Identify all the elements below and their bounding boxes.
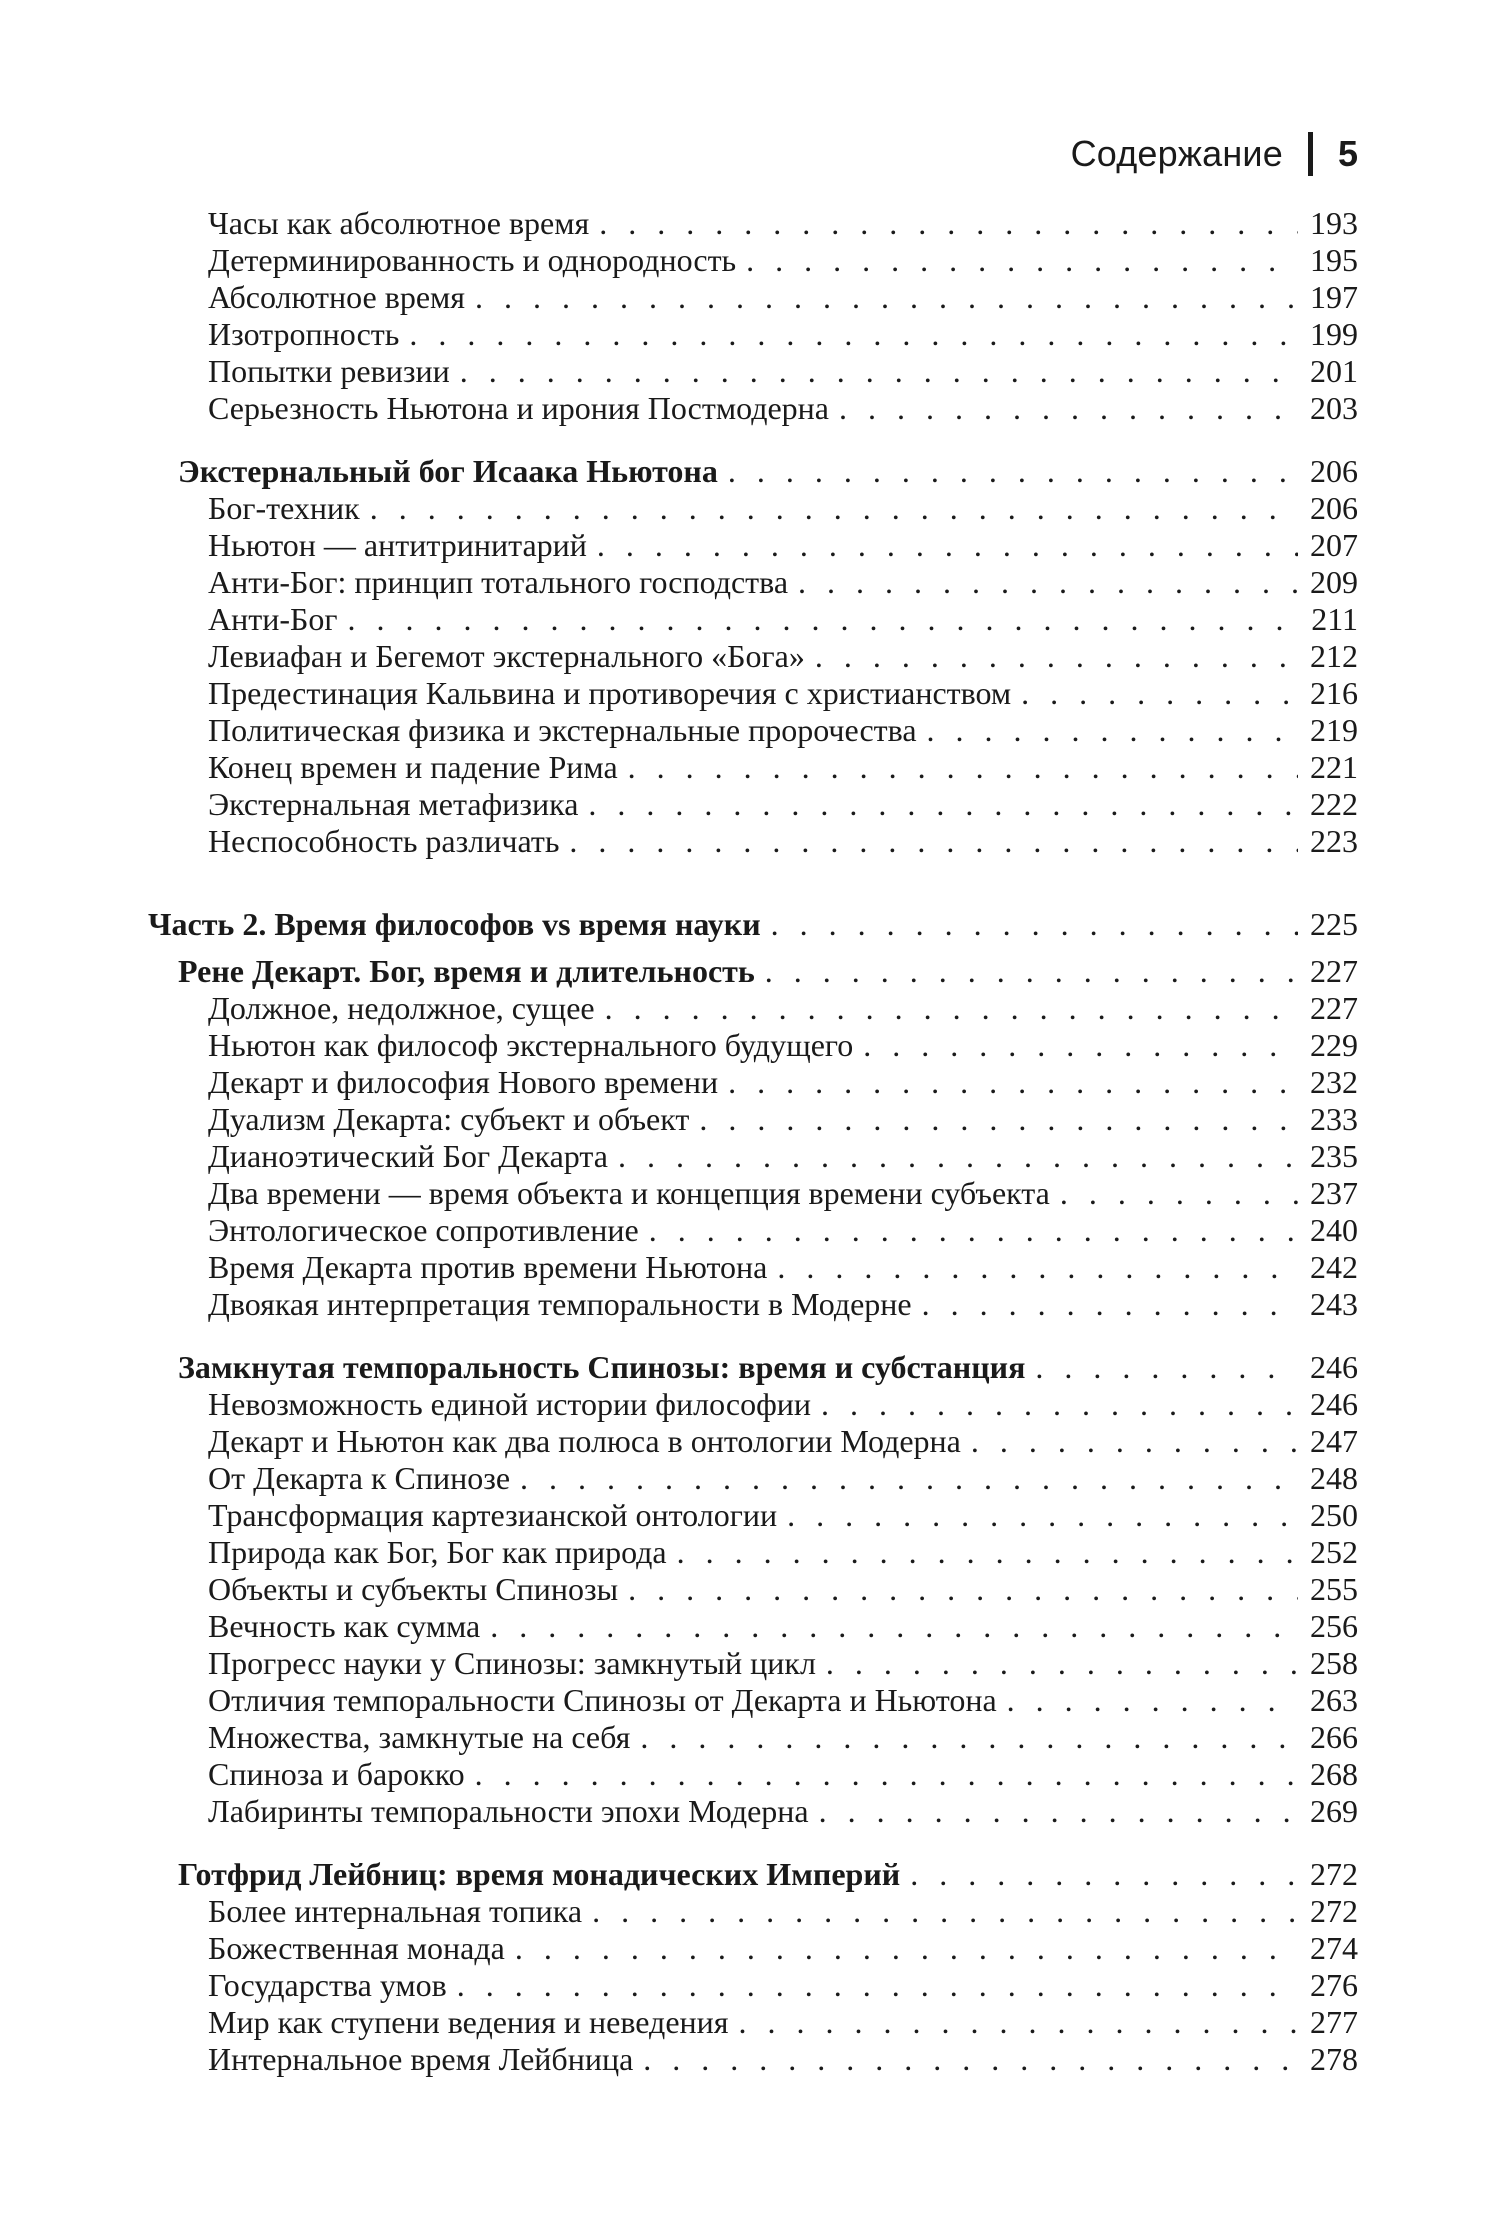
toc-entry-title: Ньютон как философ экстернального будущего [208,1027,854,1063]
toc-entry-page-number: 255 [1310,1571,1358,1607]
toc-entry [208,1064,1358,1101]
dot-leader [628,749,1298,786]
dot-leader [765,953,1298,990]
dot-leader [971,1423,1298,1460]
dot-leader [910,1856,1298,1893]
toc-entry-title: Мир как ступени ведения и неведения [208,2004,729,2040]
dot-leader [520,1460,1298,1497]
toc-entry-page-number: 209 [1310,564,1358,600]
toc-chapter-heading [178,1349,1358,1386]
dot-leader [1021,675,1298,712]
dot-leader [771,906,1298,943]
toc-entry-title: Божественная монада [208,1930,505,1966]
toc-entry [208,2004,1358,2041]
dot-leader [599,205,1298,242]
toc-entry [208,1645,1358,1682]
toc-entry-page-number: 211 [1311,601,1358,637]
toc-entry-page-number: 199 [1310,316,1358,352]
toc-entry [208,1571,1358,1608]
toc-entry-title: Замкнутая темпоральность Спинозы: время и субстанция [178,1349,1026,1385]
toc-entry [208,2041,1358,2078]
toc-entry-title: Более интернальная топика [208,1893,583,1929]
toc-entry-page-number: 248 [1310,1460,1358,1496]
toc-entry-title: Множества, замкнутые на себя [208,1719,631,1755]
toc-entry-page-number: 247 [1310,1423,1358,1459]
dot-leader [863,1027,1298,1064]
toc-entry-page-number: 250 [1310,1497,1358,1533]
toc-entry [208,316,1358,353]
toc-entry-page-number: 246 [1310,1386,1358,1422]
toc-entry-title: Предестинация Кальвина и противоречия с христианством [208,675,1012,711]
dot-leader [927,712,1298,749]
toc-entry-page-number: 274 [1310,1930,1358,1966]
toc-entry-page-number: 197 [1310,279,1358,315]
toc-entry-title: Бог-техник [208,490,360,526]
running-head-title: Содержание [1070,133,1283,174]
dot-leader [640,1719,1298,1756]
toc-entry [208,1893,1358,1930]
toc-entry-page-number: 206 [1310,453,1358,489]
toc-entry [208,1027,1358,1064]
toc-entry-page-number: 240 [1310,1212,1358,1248]
dot-leader [618,1138,1298,1175]
toc-entry-page-number: 212 [1310,638,1358,674]
dot-leader [746,242,1298,279]
dot-leader [475,279,1298,316]
toc-entry [208,390,1358,427]
toc-entry [208,675,1358,712]
dot-leader [490,1608,1298,1645]
toc-entry [208,1249,1358,1286]
toc-entry-page-number: 229 [1310,1027,1358,1063]
toc-entry-page-number: 237 [1310,1175,1358,1211]
toc-entry-title: От Декарта к Спинозе [208,1460,511,1496]
dot-leader [409,316,1298,353]
toc-entry-title: Время Декарта против времени Ньютона [208,1249,768,1285]
toc-entry-page-number: 221 [1310,749,1358,785]
toc-entry-page-number: 277 [1310,2004,1358,2040]
toc-entry [208,1423,1358,1460]
toc-entry-page-number: 232 [1310,1064,1358,1100]
dot-leader [677,1534,1298,1571]
dot-leader [826,1645,1298,1682]
toc-chapter-heading [178,953,1358,990]
toc-entry-title: Прогресс науки у Спинозы: замкнутый цикл [208,1645,816,1681]
toc-entry-title: Лабиринты темпоральности эпохи Модерна [208,1793,809,1829]
toc-entry [208,749,1358,786]
toc-entry [208,1386,1358,1423]
toc-entry-page-number: 206 [1310,490,1358,526]
toc-entry-title: Энтологическое сопротивление [208,1212,639,1248]
toc-entry [208,279,1358,316]
dot-leader [839,390,1298,427]
toc-entry-page-number: 268 [1310,1756,1358,1792]
toc-entry [208,990,1358,1027]
toc-entry-title: Попытки ревизии [208,353,450,389]
toc-entry-page-number: 223 [1310,823,1358,859]
toc-entry-page-number: 227 [1310,953,1358,989]
toc-entry-title: Декарт и Ньютон как два полюса в онтологии Модерна [208,1423,961,1459]
page-header [1071,128,1358,180]
toc-entry [208,242,1358,279]
toc-entry-title: Государства умов [208,1967,447,2003]
toc-entry-title: Объекты и субъекты Спинозы [208,1571,619,1607]
toc-entry-title: Интернальное время Лейбница [208,2041,634,2077]
header-divider [1308,132,1313,176]
toc-entry [208,1175,1358,1212]
toc-entry-page-number: 207 [1310,527,1358,563]
toc-entry-title: Готфрид Лейбниц: время монадических Империй [178,1856,901,1892]
toc-entry-page-number: 201 [1310,353,1358,389]
toc-entry-page-number: 203 [1310,390,1358,426]
dot-leader [819,1793,1298,1830]
dot-leader [728,1064,1298,1101]
toc-entry [208,712,1358,749]
toc-entry [208,490,1358,527]
toc-entry-title: Анти-Бог [208,601,338,637]
dot-leader [1060,1175,1298,1212]
dot-leader [643,2041,1298,2078]
dot-leader [739,2004,1299,2041]
dot-leader [1007,1682,1298,1719]
dot-leader [777,1249,1298,1286]
toc-entry-page-number: 235 [1310,1138,1358,1174]
dot-leader [592,1893,1298,1930]
dot-leader [569,823,1298,860]
toc-entry-title: Неспособность различать [208,823,560,859]
toc-entry-title: Анти-Бог: принцип тотального господства [208,564,789,600]
toc-entry-title: Детерминированность и однородность [208,242,737,278]
dot-leader [370,490,1298,527]
toc-entry [208,1719,1358,1756]
toc-entry-title: Левиафан и Бегемот экстернального «Бога» [208,638,805,674]
toc-entry-title: Невозможность единой истории философии [208,1386,812,1422]
toc-entry-page-number: 276 [1310,1967,1358,2003]
toc-entry-title: Серьезность Ньютона и ирония Постмодерна [208,390,829,426]
toc-entry [208,1138,1358,1175]
toc-entry-title: Природа как Бог, Бог как природа [208,1534,667,1570]
toc-entry [208,527,1358,564]
dot-leader [475,1756,1298,1793]
toc-entry [208,1212,1358,1249]
dot-leader [457,1967,1298,2004]
dot-leader [628,1571,1298,1608]
toc-entry-title: Дианоэтический Бог Декарта [208,1138,608,1174]
toc-entry [208,638,1358,675]
toc-entry-page-number: 256 [1310,1608,1358,1644]
dot-leader [815,638,1298,675]
toc-entry-title: Ньютон — антитринитарий [208,527,587,563]
toc-entry-title: Дуализм Декарта: субъект и объект [208,1101,690,1137]
toc-entry-title: Двоякая интерпретация темпоральности в Модерне [208,1286,912,1322]
toc-entry-title: Часть 2. Время философов vs время науки [148,906,761,942]
toc-entry-page-number: 269 [1310,1793,1358,1829]
dot-leader [728,453,1298,490]
dot-leader [798,564,1298,601]
toc-entry [208,601,1358,638]
toc-entry-page-number: 242 [1310,1249,1358,1285]
toc-entry [208,1286,1358,1323]
toc-entry [208,1101,1358,1138]
toc-entry [208,564,1358,601]
dot-leader [922,1286,1298,1323]
toc-entry [208,205,1358,242]
toc-entry [208,353,1358,390]
toc-entry-page-number: 219 [1310,712,1358,748]
toc-chapter-heading [178,453,1358,490]
toc-chapter-heading [178,1856,1358,1893]
dot-leader [605,990,1298,1027]
dot-leader [515,1930,1298,1967]
toc-entry-title: Декарт и философия Нового времени [208,1064,719,1100]
dot-leader [787,1497,1298,1534]
toc-entry-page-number: 272 [1310,1856,1358,1892]
toc-entry-title: Конец времен и падение Рима [208,749,618,785]
toc-entry-page-number: 243 [1310,1286,1358,1322]
toc-entry [208,1608,1358,1645]
toc-entry-title: Политическая физика и экстернальные пророчества [208,712,917,748]
toc-entry-title: Вечность как сумма [208,1608,481,1644]
toc-entry-title: Отличия темпоральности Спинозы от Декарта и Ньютона [208,1682,997,1718]
toc-entry-page-number: 252 [1310,1534,1358,1570]
toc-entry-page-number: 227 [1310,990,1358,1026]
toc-entry-title: Часы как абсолютное время [208,205,590,241]
toc-entry [208,786,1358,823]
toc-entry-page-number: 222 [1310,786,1358,822]
toc-entry [208,1534,1358,1571]
toc-entry-title: Экстернальная метафизика [208,786,579,822]
toc-entry-page-number: 225 [1310,906,1358,942]
toc-entry [208,1497,1358,1534]
toc-entry-page-number: 266 [1310,1719,1358,1755]
toc-entry-title: Экстернальный бог Исаака Ньютона [178,453,718,489]
toc-entry-title: Должное, недолжное, сущее [208,990,595,1026]
dot-leader [649,1212,1298,1249]
dot-leader [821,1386,1298,1423]
toc-entry-page-number: 258 [1310,1645,1358,1681]
page-number: 5 [1337,133,1358,174]
toc-entry-page-number: 195 [1310,242,1358,278]
toc-entry-page-number: 193 [1310,205,1358,241]
toc-entry [208,823,1358,860]
toc-entry-title: Рене Декарт. Бог, время и длительность [178,953,755,989]
toc-entry-title: Два времени — время объекта и концепция времени субъекта [208,1175,1050,1211]
dot-leader [348,601,1299,638]
toc-entry-title: Трансформация картезианской онтологии [208,1497,778,1533]
dot-leader [588,786,1298,823]
toc-entry-page-number: 216 [1310,675,1358,711]
toc-entry [208,1967,1358,2004]
toc-entry-page-number: 278 [1310,2041,1358,2077]
toc-part-heading [148,906,1358,943]
dot-leader [699,1101,1298,1138]
toc-entry [208,1682,1358,1719]
toc-entry-title: Абсолютное время [208,279,465,315]
toc-entry [208,1756,1358,1793]
toc-entry-title: Изотропность [208,316,400,352]
toc-entry-page-number: 272 [1310,1893,1358,1929]
dot-leader [597,527,1298,564]
toc-entry [208,1930,1358,1967]
toc-entry [208,1793,1358,1830]
dot-leader [460,353,1298,390]
toc-entry-page-number: 263 [1310,1682,1358,1718]
toc-entry-page-number: 246 [1310,1349,1358,1385]
toc-entry-page-number: 233 [1310,1101,1358,1137]
toc-entry [208,1460,1358,1497]
dot-leader [1035,1349,1298,1386]
toc-entry-title: Спиноза и барокко [208,1756,465,1792]
